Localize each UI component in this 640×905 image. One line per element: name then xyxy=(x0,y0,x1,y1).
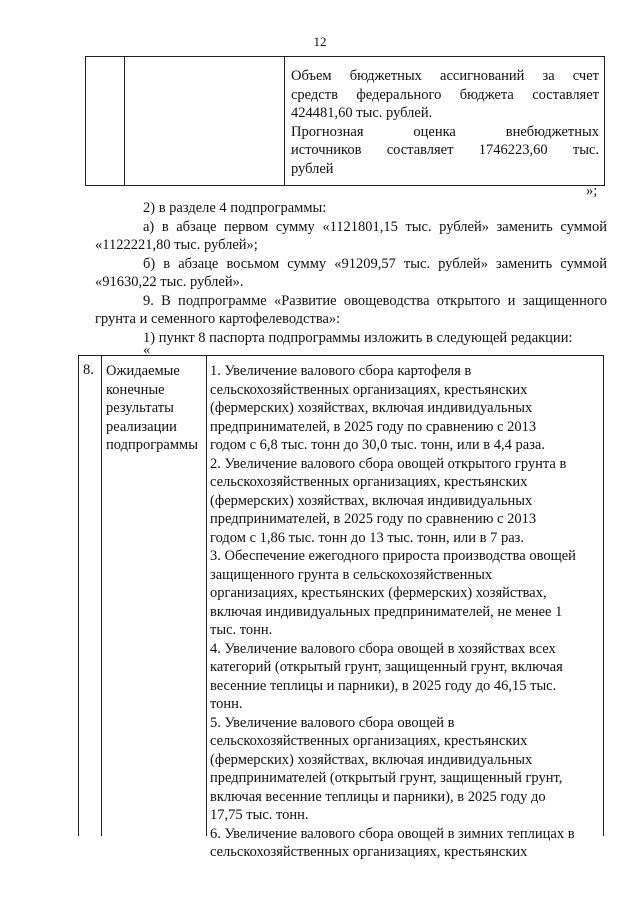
text-line: 6. Увеличение валового сбора овощей в зимних теплицах в xyxy=(210,825,575,842)
text-line: (фермерских) хозяйствах, включая индивидуальных xyxy=(210,492,533,509)
column-divider xyxy=(124,57,125,185)
text-line: 4. Увеличение валового сбора овощей в хозяйствах всех xyxy=(210,640,556,657)
text-line: 5. Увеличение валового сбора овощей в xyxy=(210,714,455,731)
text-line: реализации xyxy=(106,418,177,435)
paragraph xyxy=(95,236,607,255)
row-content xyxy=(210,362,598,862)
text-line: категорий (открытый грунт, защищенный грунт, включая xyxy=(210,659,563,675)
text-line: годом с 6,8 тыс. тонн до 30,0 тыс. тонн, или в 4,4 раза. xyxy=(210,437,545,453)
text-line: сельскохозяйственных организациях, крестьянских xyxy=(210,844,528,860)
page-number: 12 xyxy=(313,34,327,49)
text-line: включая весенние теплицы и парники), в 2025 году до xyxy=(210,788,546,805)
text-line: Ожидаемые xyxy=(106,363,180,379)
text-line: 2. Увеличение валового сбора овощей открытого грунта в xyxy=(210,455,567,472)
text-line: источников составляет 1746223,60 тыс. xyxy=(291,142,599,158)
text-line: грунта и семенного картофелеводства»: xyxy=(95,311,341,327)
text-line: Прогнозная оценка внебюджетных xyxy=(291,123,599,140)
text-line: рублей xyxy=(291,160,334,177)
budget-table xyxy=(85,56,605,186)
paragraph xyxy=(95,310,607,329)
text-line: «1122221,80 тыс. рублей»; xyxy=(95,237,258,253)
paragraph xyxy=(95,273,607,292)
text-line: сельскохозяйственных организациях, крестьянских xyxy=(210,381,528,398)
text-line: включая индивидуальных предпринимателей, не менее 1 xyxy=(210,603,563,620)
text-line: предпринимателей, в 2025 году по сравнению с 2013 xyxy=(210,511,537,527)
text-line: результаты xyxy=(106,400,174,416)
text-line: 424481,60 тыс. рублей. xyxy=(291,105,433,121)
text-line: 2) в разделе 4 подпрограммы: xyxy=(143,200,327,216)
passport-table xyxy=(78,355,604,860)
closing-quote: »; xyxy=(586,183,598,199)
text-line: 1. Увеличение валового сбора картофеля в xyxy=(210,363,472,379)
paragraph xyxy=(143,292,607,311)
text-line: предпринимателей (открытый грунт, защищенный грунт, xyxy=(210,770,563,786)
text-line: б) в абзаце восьмом сумму «91209,57 тыс. рублей» заменить суммой xyxy=(143,256,607,272)
text-line: 9. В подпрограмме «Развитие овощеводства открытого и защищенного xyxy=(143,293,607,309)
text-line: тыс. тонн. xyxy=(210,622,273,638)
text-line: предпринимателей, в 2025 году по сравнению с 2013 xyxy=(210,418,537,435)
text-line: годом с 1,86 тыс. тонн до 13 тыс. тонн, или в 7 раз. xyxy=(210,529,525,546)
text-line: подпрограммы xyxy=(106,437,198,453)
paragraph xyxy=(143,218,607,237)
text-line: 1) пункт 8 паспорта подпрограммы изложить в следующей редакции: xyxy=(143,330,573,346)
text-line: организациях, крестьянских (фермерских) хозяйствах, xyxy=(210,585,547,601)
text-line: конечные xyxy=(106,381,165,398)
text-line: сельскохозяйственных организациях, крестьянских xyxy=(210,474,528,490)
text-line: (фермерских) хозяйствах, включая индивидуальных xyxy=(210,400,533,416)
column-divider xyxy=(206,356,207,836)
opening-quote: « xyxy=(143,342,151,358)
text-line: 3. Обеспечение ежегодного прироста производства овощей xyxy=(210,548,576,564)
text-line: весенние теплицы и парники), в 2025 году до 46,15 тыс. xyxy=(210,677,557,694)
column-divider xyxy=(284,57,285,185)
text-line: а) в абзаце первом сумму «1121801,15 тыс. рублей» заменить суммой xyxy=(143,219,607,235)
column-divider xyxy=(101,356,102,836)
text-line: (фермерских) хозяйствах, включая индивидуальных xyxy=(210,751,533,768)
budget-cell-text xyxy=(291,67,599,178)
paragraph xyxy=(143,329,607,348)
text-line: 17,75 тыс. тонн. xyxy=(210,807,309,823)
text-line: средств федерального бюджета составляет xyxy=(291,86,599,103)
text-line: «91630,22 тыс. рублей». xyxy=(95,274,244,290)
text-line: Объем бюджетных ассигнований за счет xyxy=(291,68,599,84)
text-line: защищенного грунта в сельскохозяйственных xyxy=(210,566,493,583)
row-number: 8. xyxy=(83,362,94,378)
text-line: тонн. xyxy=(210,696,243,712)
text-line: сельскохозяйственных организациях, крестьянских xyxy=(210,733,528,749)
paragraph xyxy=(143,199,607,218)
paragraph xyxy=(143,255,607,274)
row-title xyxy=(106,362,198,455)
